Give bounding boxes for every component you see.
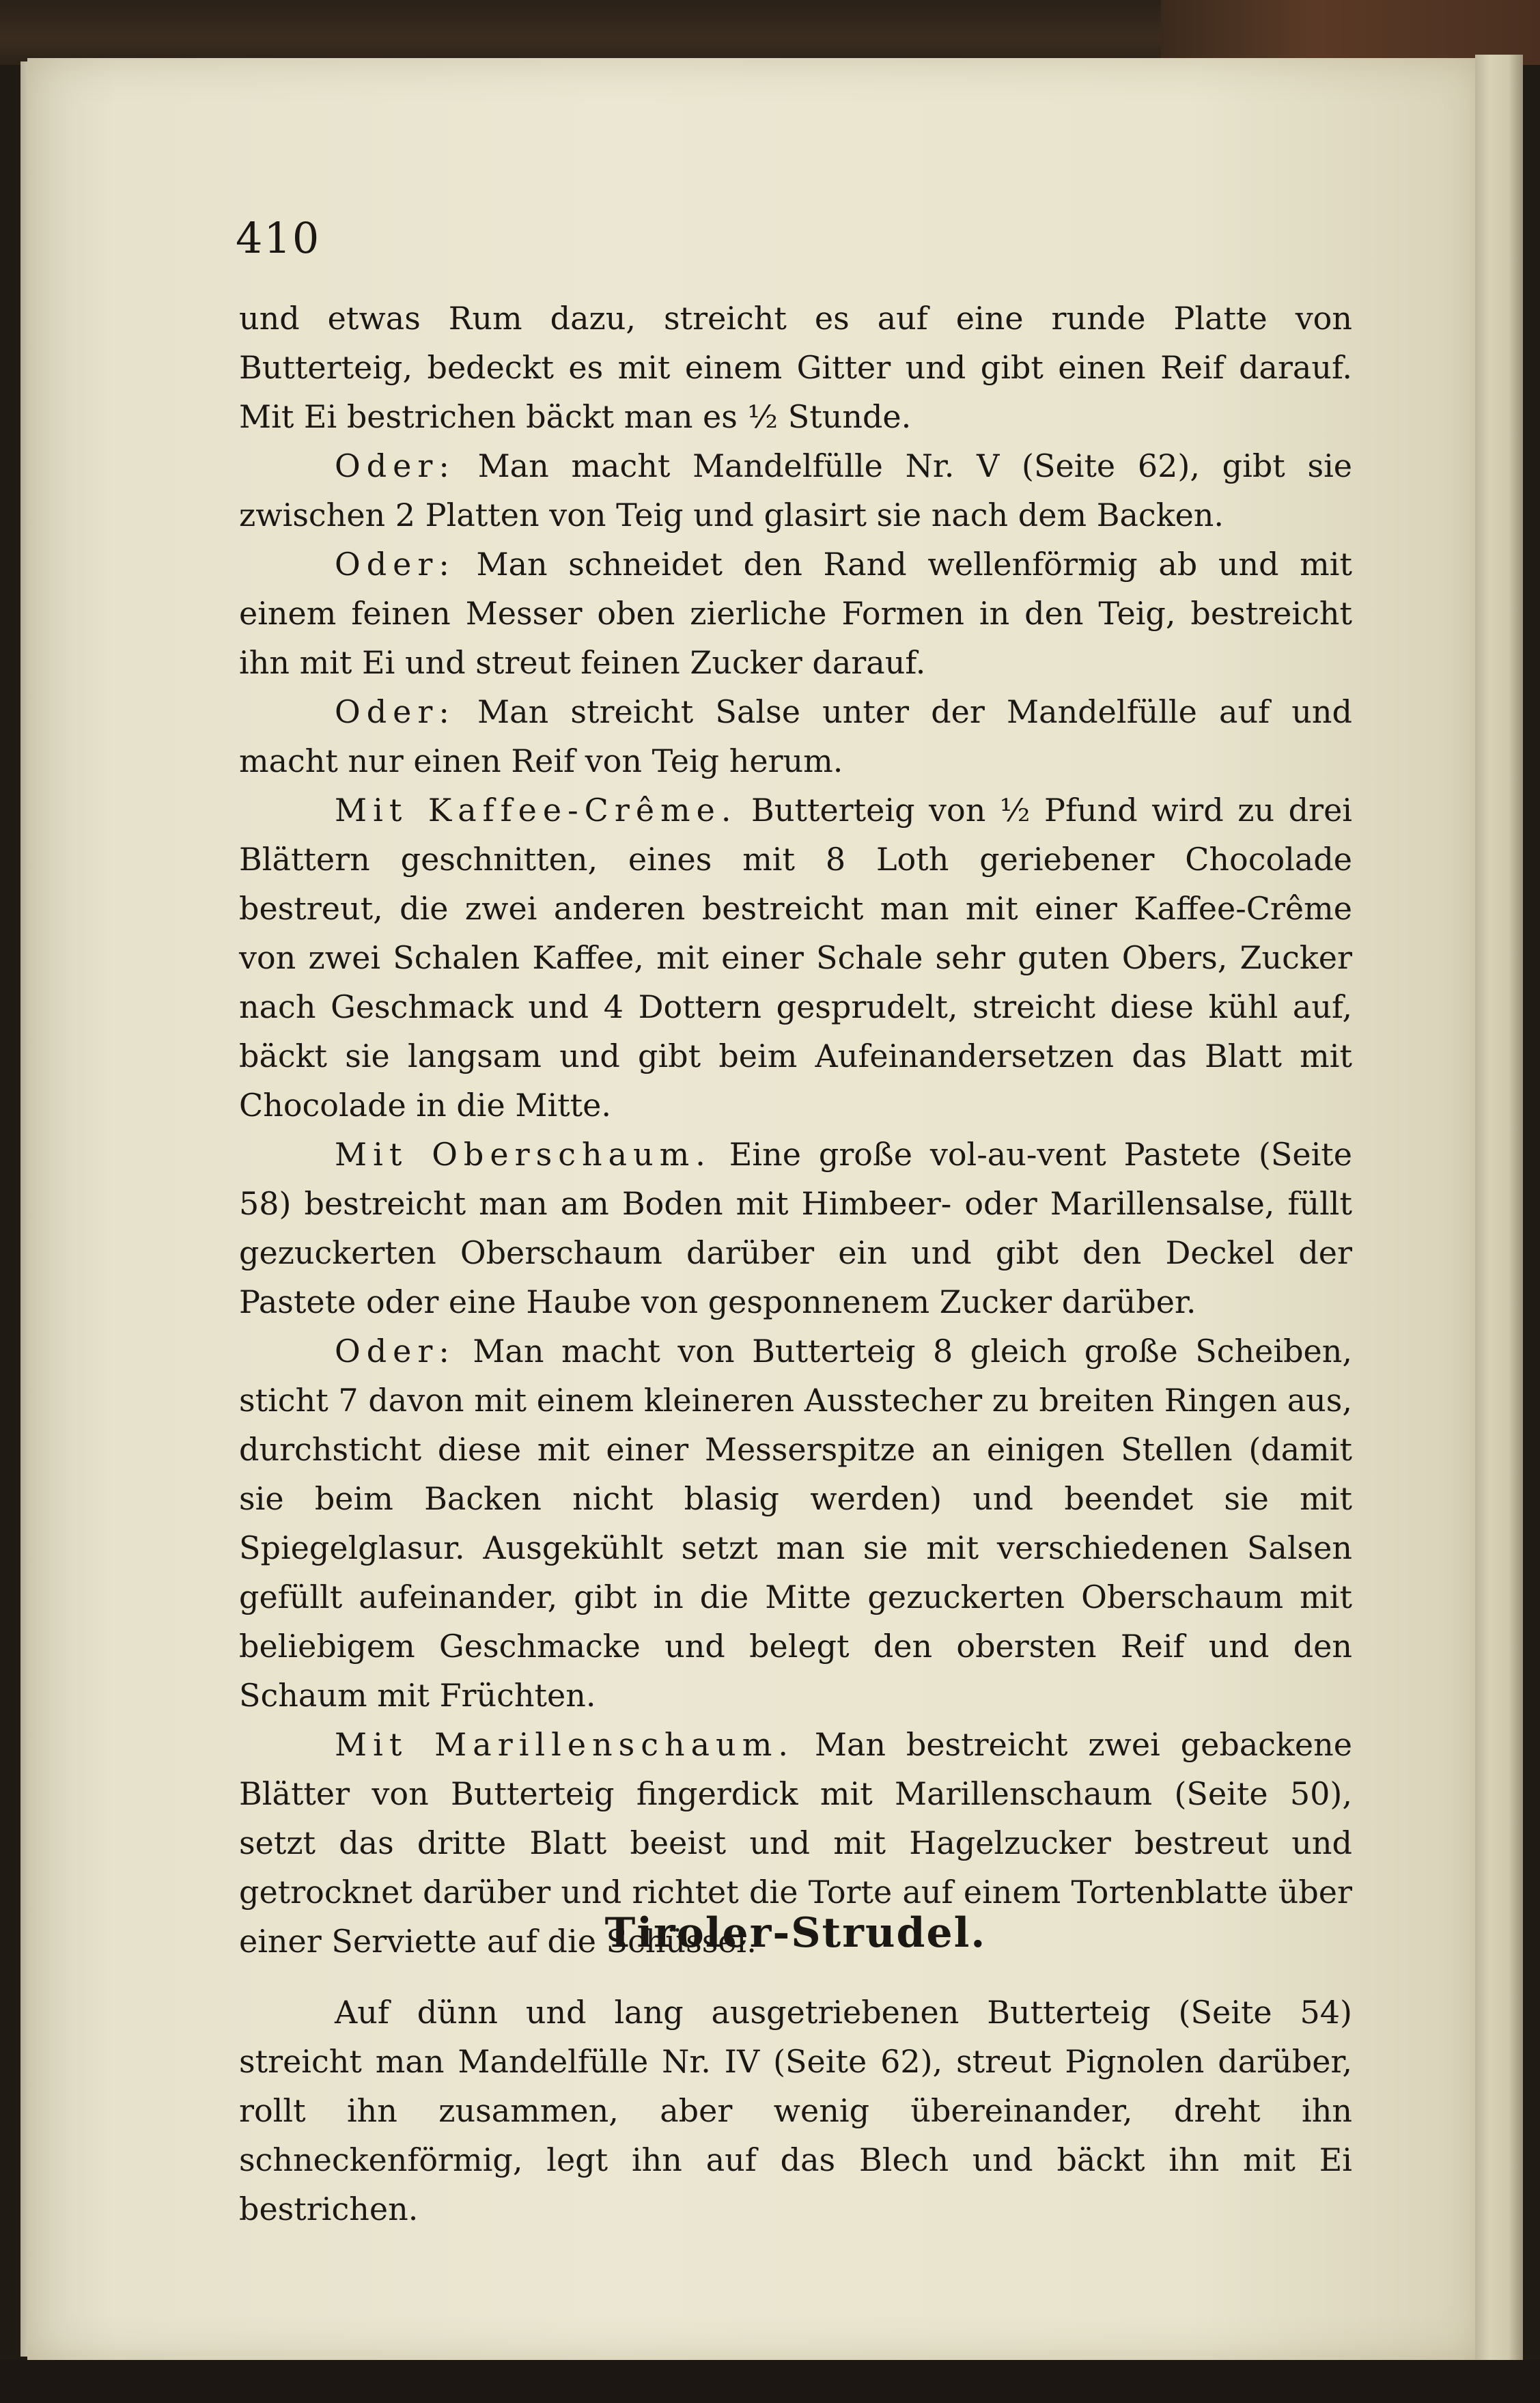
paragraph-5 bbox=[239, 786, 1352, 1130]
paragraph-text: Butterteig von ½ Pfund wird zu drei Blättern geschnitten, eines mit 8 Loth geriebener Chocolade bestreut, die zwei anderen bestreicht man mit einer Kaffee-Crême von zwei Schalen Kaffee, mit einer Schale sehr guten Obers, Zucker nach Geschmack und 4 Dottern gesprudelt, streicht diese kühl auf, bäckt sie langsam und gibt beim Aufeinandersetzen das Blatt mit Chocolade in die Mitte. bbox=[239, 792, 1353, 1124]
paragraph-lead: Mit Kaffee-Crême. bbox=[335, 792, 738, 829]
paragraph-lead: Oder: bbox=[335, 693, 456, 730]
paragraph-4 bbox=[239, 687, 1352, 786]
paragraph-1 bbox=[239, 294, 1352, 441]
paragraph-lead: Oder: bbox=[335, 546, 456, 583]
page-number: 410 bbox=[236, 213, 321, 263]
body-text bbox=[239, 294, 1352, 1966]
paragraph-text: Man macht von Butterteig 8 gleich große Scheiben, sticht 7 davon mit einem kleineren Ausstecher zu breiten Ringen aus, durchsticht diese mit einer Messerspitze an einigen Stellen (damit sie beim Backen nicht blasig werden) und beendet sie mit Spiegelglasur. Ausgekühlt setzt man sie mit verschiedenen Salsen gefüllt aufeinander, gibt in die Mitte gezuckerten Oberschaum mit beliebigem Geschmacke und belegt den obersten Reif und den Schaum mit Früchten. bbox=[239, 1333, 1352, 1714]
paragraph-text: Man macht Mandelfülle Nr. V (Seite 62), gibt sie zwischen 2 Platten von Teig und glasirt sie nach dem Backen. bbox=[239, 447, 1352, 533]
paragraph-2 bbox=[239, 441, 1352, 540]
section-text bbox=[239, 1988, 1352, 2234]
paragraph-lead: Mit Marillenschaum. bbox=[335, 1726, 794, 1763]
paragraph-7 bbox=[239, 1326, 1352, 1720]
section-paragraph: Auf dünn und lang ausgetriebenen Butterteig (Seite 54) streicht man Mandelfülle Nr. IV (Seite 62), streut Pignolen darüber, rollt ihn zusammen, aber wenig übereinander, dreht ihn schneckenförmig, legt ihn auf das Blech und bäckt ihn mit Ei bestrichen. bbox=[239, 1994, 1352, 2227]
background-bottom bbox=[0, 2360, 1540, 2403]
paragraph-text: und etwas Rum dazu, streicht es auf eine runde Platte von Butterteig, bedeckt es mit einem Gitter und gibt einen Reif darauf. Mit Ei bestrichen bäckt man es ½ Stunde. bbox=[239, 300, 1352, 435]
page-edge-right bbox=[1475, 55, 1523, 2370]
paragraph-lead: Oder: bbox=[335, 447, 456, 484]
paragraph-3 bbox=[239, 540, 1352, 687]
paragraph-6 bbox=[239, 1130, 1352, 1326]
paragraph-text: Eine große vol-au-vent Pastete (Seite 58) bestreicht man am Boden mit Himbeer- oder Marillensalse, füllt gezuckerten Oberschaum darüber ein und gibt den Deckel der Pastete oder eine Haube von gesponnenem Zucker darüber. bbox=[239, 1136, 1353, 1320]
paragraph-text: Man streicht Salse unter der Mandelfülle auf und macht nur einen Reif von Teig herum. bbox=[239, 693, 1352, 779]
paragraph-lead: Oder: bbox=[335, 1333, 456, 1370]
paragraph-text: Man bestreicht zwei gebackene Blätter von Butterteig fingerdick mit Marillenschaum (Seite 50), setzt das dritte Blatt beeist und mit Hagelzucker bestreut und getrocknet darüber und richtet die Torte auf einem Tortenblatte über einer Serviette auf die Schüssel. bbox=[239, 1726, 1352, 1960]
paragraph-lead: Mit Oberschaum. bbox=[335, 1136, 712, 1173]
paragraph-text: Man schneidet den Rand wellenförmig ab und mit einem feinen Messer oben zierliche Formen in den Teig, bestreicht ihn mit Ei und streut feinen Zucker darauf. bbox=[239, 546, 1352, 681]
section-title: Tiroler-Strudel. bbox=[604, 1909, 987, 1957]
